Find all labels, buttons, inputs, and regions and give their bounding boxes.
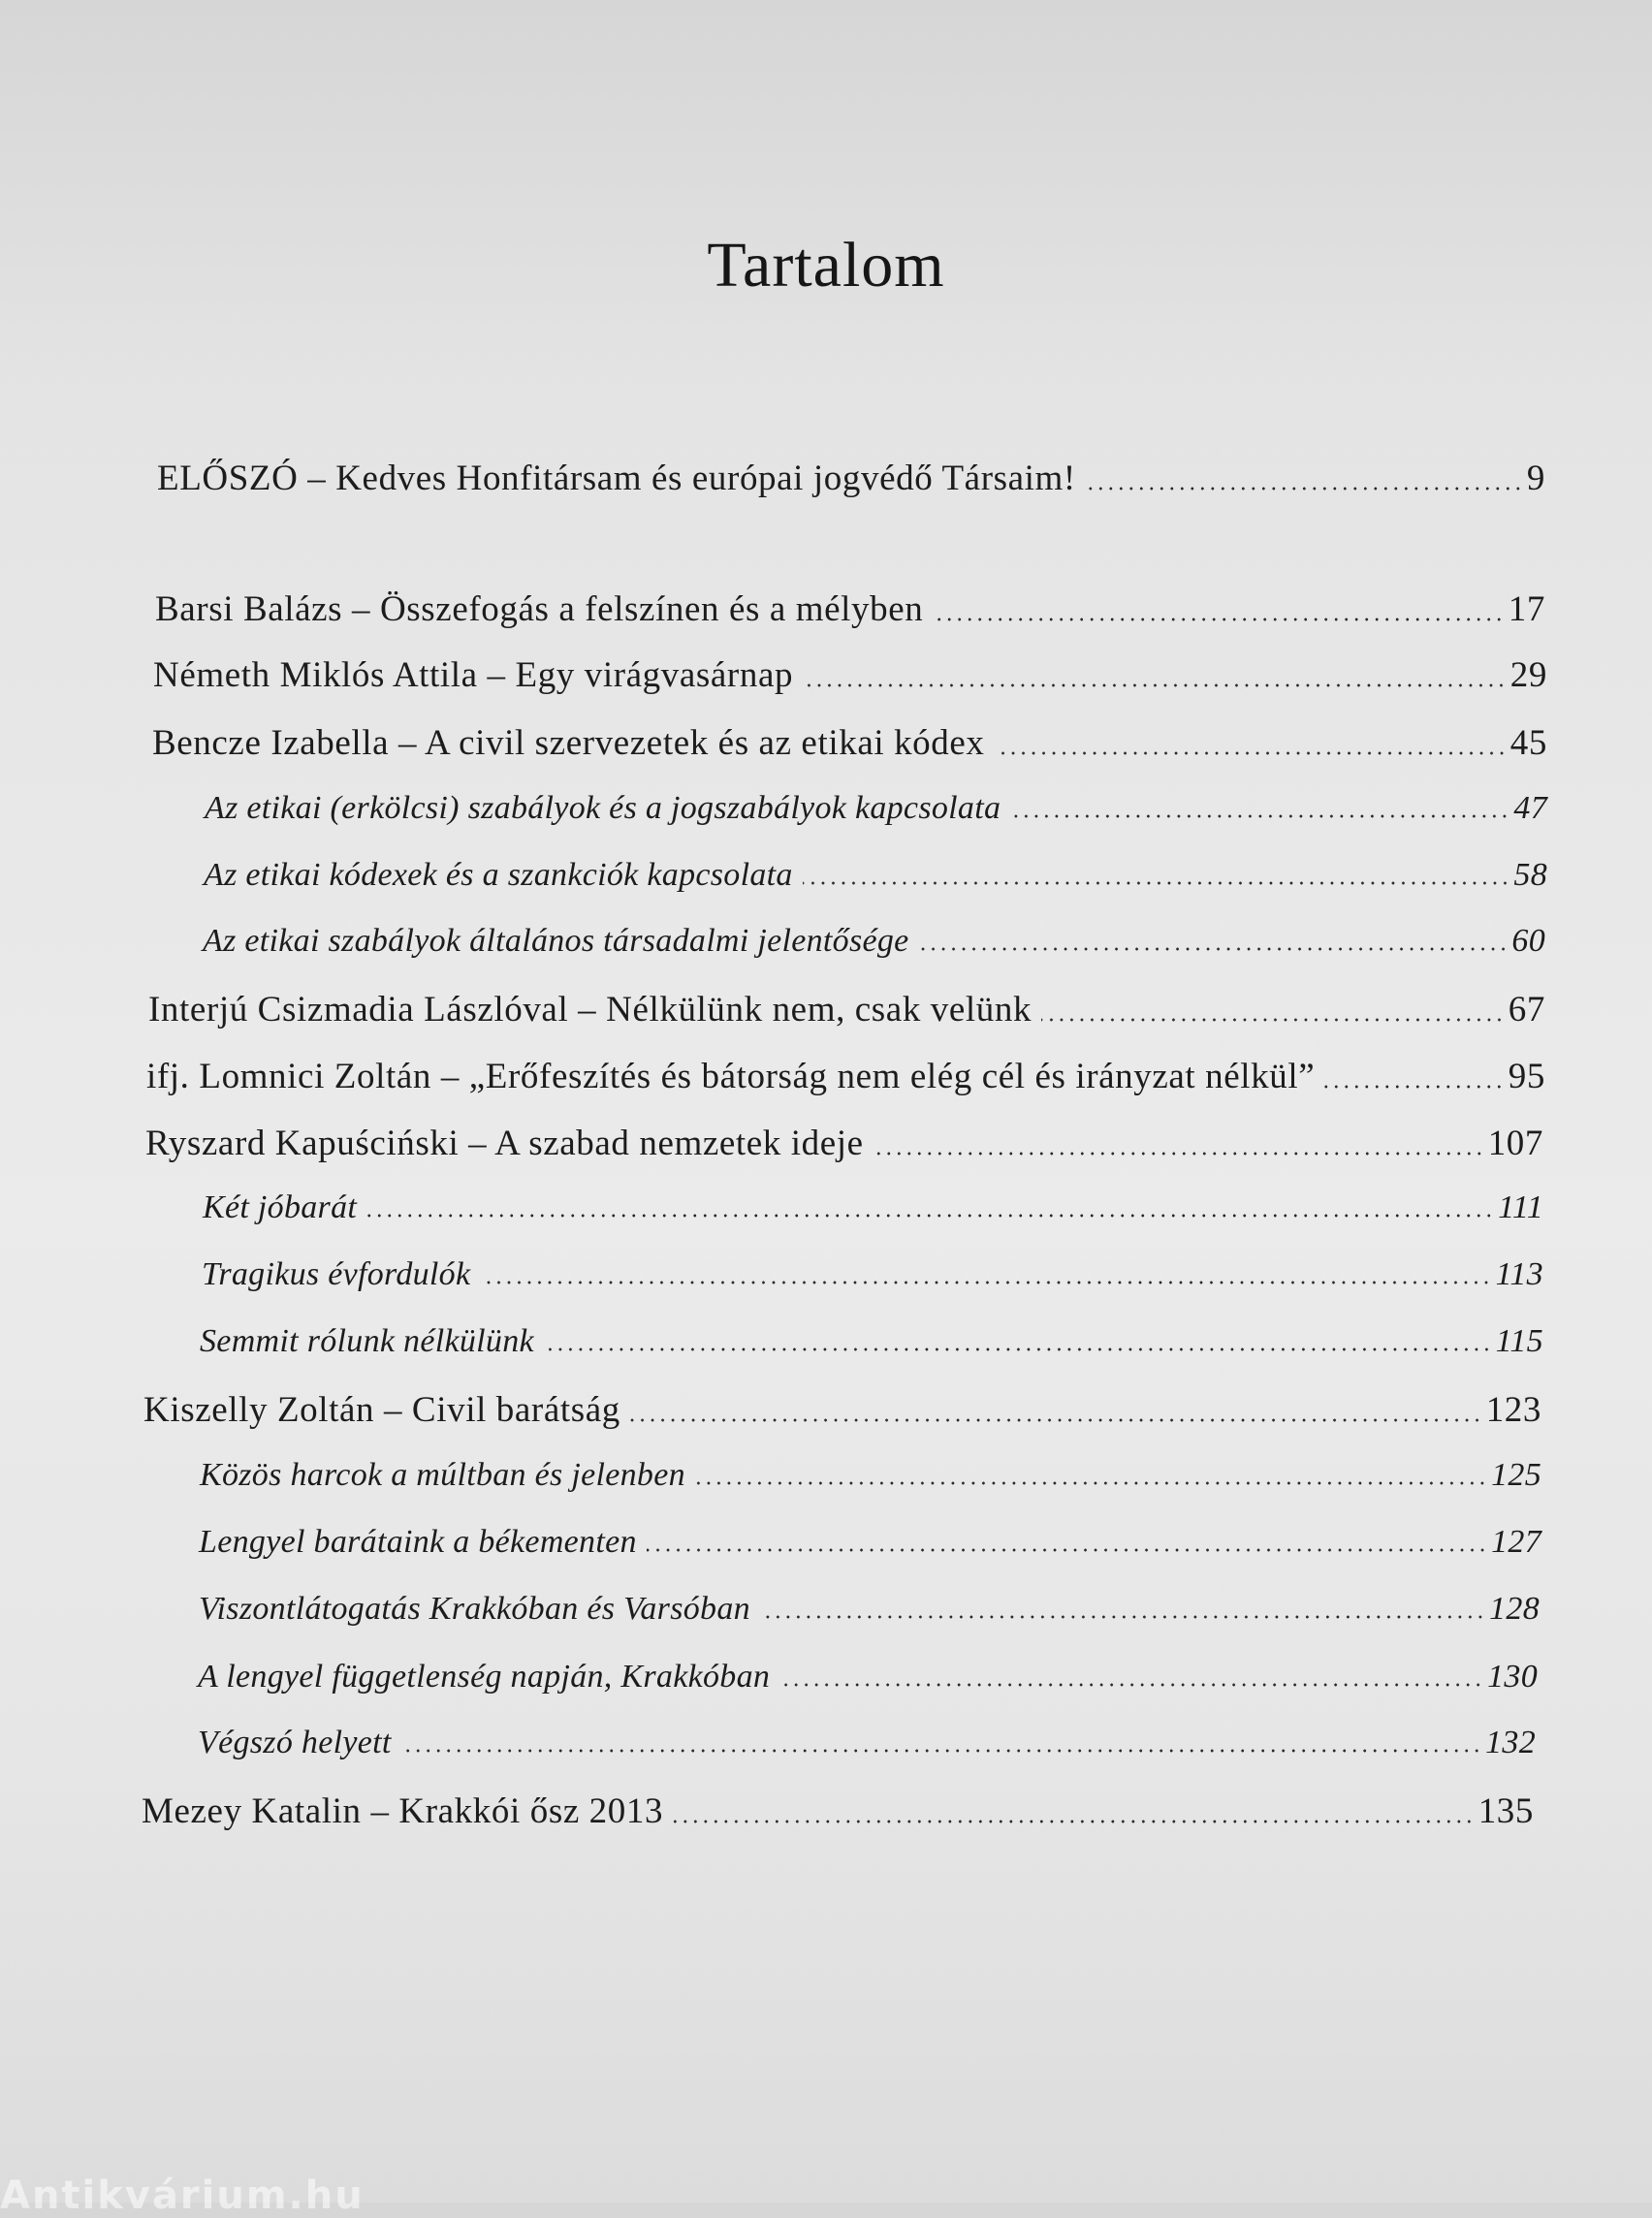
toc-entry-foreword — [157, 458, 1545, 499]
toc-entry — [142, 1790, 1534, 1832]
toc-entry-label: ifj. Lomnici Zoltán – „Erőfeszítés és bátorság nem elég cél és irányzat nélkül” — [146, 1057, 1316, 1096]
toc-entry-label: Interjú Csizmadia Lászlóval – Nélkülünk nem, csak velünk — [148, 990, 1032, 1030]
toc-page-number: 132 — [1485, 1725, 1536, 1760]
dot-leader — [760, 1614, 1485, 1620]
toc-subentry — [204, 857, 1547, 894]
toc-subentry — [202, 1256, 1543, 1293]
toc-page-number: 127 — [1491, 1524, 1541, 1560]
toc-entry-label: Viszontlátogatás Krakkóban és Varsóban — [199, 1591, 750, 1627]
dot-leader — [1324, 1084, 1505, 1090]
toc-page-number: 47 — [1513, 790, 1547, 826]
toc-page-number: 107 — [1487, 1124, 1543, 1163]
toc-entry-label: Ryszard Kapuściński – A szabad nemzetek ideje — [145, 1124, 864, 1163]
toc-entry-label: Két jóbarát — [203, 1189, 358, 1225]
toc-page-number: 125 — [1491, 1457, 1541, 1493]
toc-subentry — [200, 1457, 1541, 1494]
toc-page-number: 60 — [1511, 923, 1545, 959]
dot-leader — [874, 1151, 1484, 1157]
dot-leader — [630, 1417, 1482, 1423]
toc-entry-label: Lengyel barátaink a békementen — [199, 1524, 637, 1560]
dot-leader — [695, 1480, 1487, 1486]
toc-entry-label: Németh Miklós Attila – Egy virágvasárnap — [153, 655, 794, 695]
dot-leader — [480, 1280, 1491, 1285]
toc-entry-label: Barsi Balázs – Összefogás a felszínen és a mélyben — [155, 589, 924, 629]
toc-page-number: 29 — [1509, 655, 1547, 695]
dot-leader — [673, 1819, 1475, 1824]
toc-entry-label: Kiszelly Zoltán – Civil barátság — [143, 1390, 620, 1430]
toc-subentry — [199, 1524, 1541, 1561]
toc-entry — [148, 989, 1545, 1030]
toc-page-number: 130 — [1487, 1659, 1538, 1695]
toc-entry-label: ELŐSZÓ – Kedves Honfitársam és európai jogvédő Társaim! — [157, 459, 1076, 498]
toc-page-number: 45 — [1509, 723, 1547, 763]
dot-leader — [647, 1547, 1487, 1553]
toc-page-number: 135 — [1477, 1791, 1534, 1831]
dot-leader — [1010, 813, 1509, 819]
dot-leader — [366, 1213, 1494, 1219]
toc-entry — [152, 722, 1547, 764]
toc-entry-label: Bencze Izabella – A civil szervezetek és az etikai kódex — [152, 723, 985, 763]
dot-leader — [544, 1347, 1492, 1352]
toc-entry — [146, 1056, 1545, 1097]
toc-subentry — [198, 1659, 1538, 1695]
toc-entry-label: Mezey Katalin – Krakkói ősz 2013 — [142, 1791, 664, 1831]
toc-entry-label: A lengyel függetlenség napján, Krakkóban — [198, 1659, 771, 1695]
toc-entry-label: Az etikai (erkölcsi) szabályok és a jogszabályok kapcsolata — [205, 790, 1001, 826]
toc-entry-label: Végszó helyett — [198, 1725, 392, 1760]
dot-leader — [803, 682, 1507, 688]
toc-entry-label: Az etikai kódexek és a szankciók kapcsolata — [204, 857, 793, 893]
toc-page-number: 67 — [1508, 990, 1545, 1030]
toc-entry — [153, 654, 1547, 696]
toc-page-number: 128 — [1489, 1591, 1540, 1627]
toc-page-number: 111 — [1498, 1189, 1543, 1225]
dot-leader — [919, 946, 1509, 952]
dot-leader — [1041, 1017, 1505, 1023]
toc-subentry — [203, 923, 1545, 960]
toc-subentry — [198, 1725, 1536, 1761]
toc-page-number: 115 — [1495, 1323, 1543, 1359]
toc-subentry — [203, 1189, 1543, 1226]
toc-page-number: 95 — [1508, 1057, 1545, 1096]
toc-page-number: 9 — [1526, 459, 1545, 498]
toc-entry-label: Közös harcok a múltban és jelenben — [200, 1457, 685, 1493]
toc-entry-label: Semmit rólunk nélkülünk — [200, 1323, 534, 1359]
toc-page-number: 123 — [1485, 1390, 1541, 1430]
toc-entry — [143, 1389, 1541, 1431]
dot-leader — [1086, 486, 1523, 491]
toc-subentry — [199, 1591, 1540, 1628]
dot-leader — [933, 617, 1504, 622]
dot-leader — [995, 750, 1507, 756]
dot-leader — [803, 880, 1510, 886]
toc-entry — [155, 588, 1545, 630]
dot-leader — [779, 1682, 1483, 1688]
toc-subentry — [200, 1323, 1543, 1360]
toc-entry — [145, 1123, 1543, 1164]
toc-page-number: 58 — [1513, 857, 1547, 893]
watermark: Antikvárium.hu — [0, 2173, 365, 2218]
page-title: Tartalom — [707, 230, 945, 301]
dot-leader — [401, 1748, 1481, 1754]
toc-page-number: 113 — [1495, 1256, 1543, 1292]
toc-entry-label: Tragikus évfordulók — [202, 1256, 471, 1292]
toc-page-number: 17 — [1508, 589, 1545, 629]
toc-subentry — [205, 790, 1547, 827]
toc-entry-label: Az etikai szabályok általános társadalmi jelentősége — [203, 923, 909, 959]
